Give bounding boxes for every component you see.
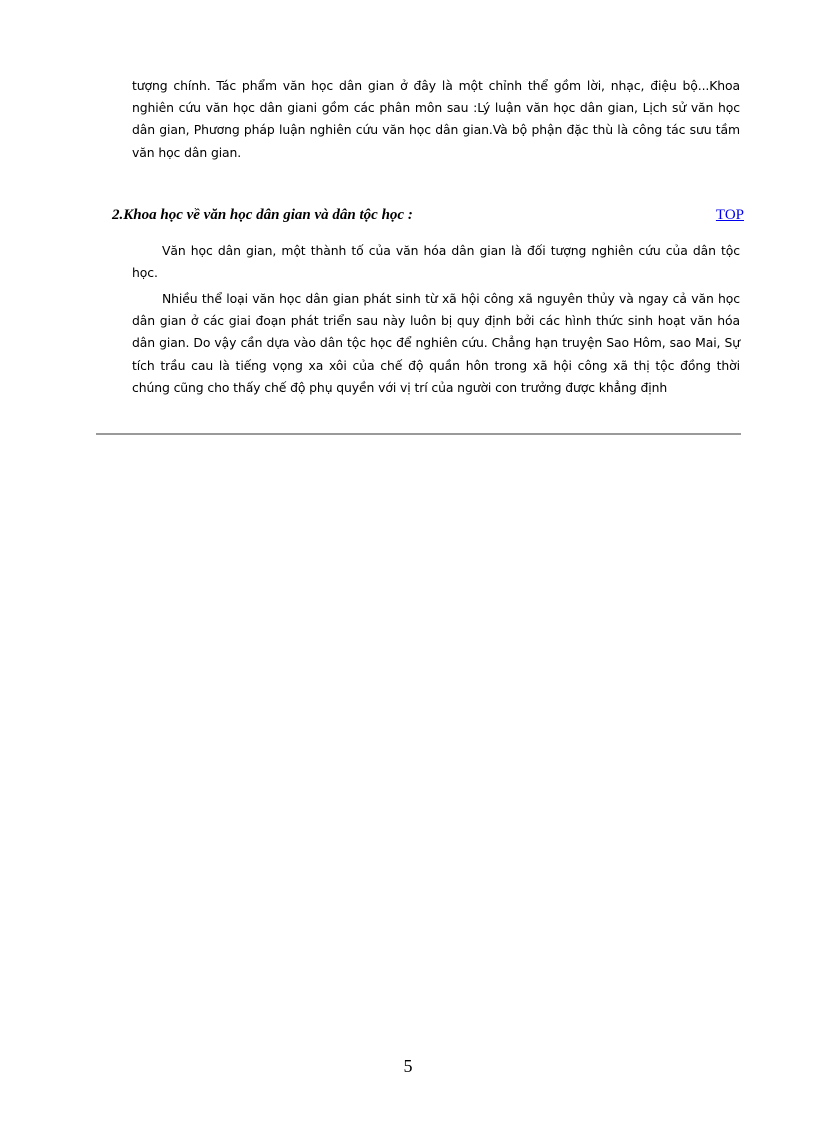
top-link[interactable]: TOP: [715, 207, 744, 223]
page-number: 5: [403, 1056, 413, 1076]
section-header: [112, 203, 744, 227]
paragraph-intro: tượng chính. Tác phẩm văn học dân gian ở đây là một chỉnh thể gồm lời, nhạc, điệu bộ...Khoa nghiên cứu văn học dân giani gồm các phân môn sau :Lý luận văn học dân gian, Lịch sử văn học dân gian, Phương pháp luận nghiên cứu văn học dân gian.Và bộ phận đặc thù là công tác sưu tầm văn học dân gian.: [132, 78, 740, 160]
section-heading: 2.Khoa học về văn học dân gian và dân tộc học :: [112, 207, 413, 223]
paragraph-genres: Nhiều thể loại văn học dân gian phát sinh từ xã hội công xã nguyên thủy và ngay cả văn học dân gian ở các giai đoạn phát triển sau này luôn bị quy định bởi các hình thức sinh hoạt văn hóa dân gian. Do vậy cần dựa vào dân tộc học để nghiên cứu. Chẳng hạn truyện Sao Hôm, sao Mai, Sự tích trầu cau là tiếng vọng xa xôi của chế độ quần hôn trong xã hội công xã thị tộc đồng thời chúng cũng cho thấy chế độ phụ quyền với vị trí của người con trưởng được khẳng định: [132, 291, 740, 395]
paragraph-folklore: Văn học dân gian, một thành tố của văn hóa dân gian là đối tượng nghiên cứu của dân tộc học.: [132, 243, 740, 281]
horizontal-divider: [96, 433, 741, 435]
